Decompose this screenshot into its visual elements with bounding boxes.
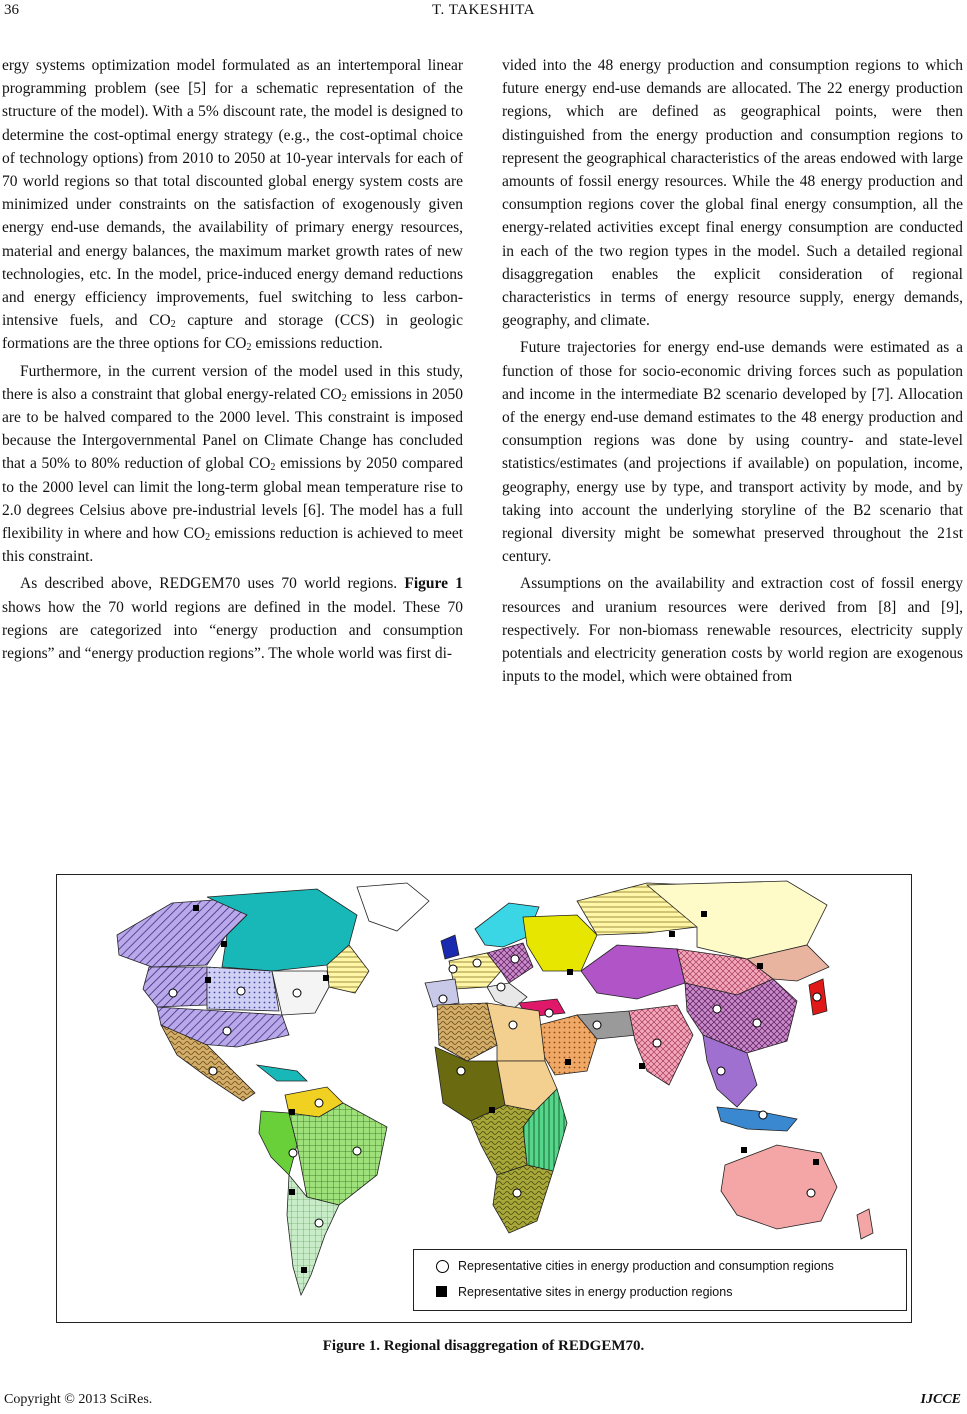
right-paragraph-2: Future trajectories for energy end-use demands were estimated as a function of those for socio-economic driving forces such as population and income in the intermediate B2 scenario developed by [7]. Allocation of the energy end-use demand estimates to the 48 energy production and consumption regions was done by using country- and state-level statistics/estimates (and projections if available) on population, income, geography, energy use by type, and transport activity by mode, and by taking into account the underlying storyline of the B2 scenario that regional diversity might be somewhat preserved throughout the 21st century.	[502, 339, 963, 566]
region-australia	[721, 1145, 837, 1229]
city-marker	[653, 1039, 661, 1047]
city-marker	[449, 965, 457, 973]
city-marker	[315, 1099, 323, 1107]
site-marker	[193, 905, 199, 911]
city-marker	[753, 1019, 761, 1027]
left-column	[2, 54, 463, 665]
right-column	[502, 54, 963, 688]
left-paragraph-3: As described above, REDGEM70 uses 70 world regions. Figure 1 shows how the 70 world regions are defined in the model. These 70 regions are categorized into “energy production and consumption regions” and “energy production regions”. The whole world was first di-	[2, 575, 463, 663]
site-marker	[301, 1267, 307, 1273]
city-marker	[223, 1027, 231, 1035]
city-marker	[289, 1149, 297, 1157]
legend-label-cities: Representative cities in energy production and consumption regions	[458, 1259, 834, 1273]
city-marker	[593, 1021, 601, 1029]
city-marker	[545, 1009, 553, 1017]
region-new-zealand	[857, 1209, 873, 1239]
city-marker	[169, 989, 177, 997]
city-marker	[509, 1021, 517, 1029]
region-brazil	[289, 1103, 387, 1205]
site-marker	[289, 1109, 295, 1115]
site-marker	[205, 977, 211, 983]
region-indonesia	[717, 1107, 797, 1131]
region-us-northwest	[143, 967, 207, 1007]
right-paragraph-3: Assumptions on the availability and extraction cost of fossil energy resources and uranium resources were derived from [8] and [9], respectively. For non-biomass renewable resources, electricity supply potentials and electricity generation costs by world region are exogenous inputs to the model, which were obtained from	[502, 575, 963, 686]
site-marker	[741, 1147, 747, 1153]
city-marker	[209, 1067, 217, 1075]
site-marker	[567, 969, 573, 975]
circle-icon	[436, 1260, 449, 1273]
city-marker	[717, 1067, 725, 1075]
site-marker	[639, 1063, 645, 1069]
region-russia-west	[523, 915, 597, 971]
map-legend	[413, 1249, 907, 1311]
journal-name: IJCCE	[920, 1392, 961, 1407]
site-marker	[669, 931, 675, 937]
site-marker	[813, 1159, 819, 1165]
region-uk	[441, 935, 459, 959]
region-kazakhstan	[581, 945, 685, 999]
site-marker	[323, 975, 329, 981]
region-southern-africa	[493, 1165, 553, 1233]
city-marker	[497, 983, 505, 991]
city-marker	[353, 1147, 361, 1155]
city-marker	[813, 993, 821, 1001]
square-icon	[436, 1286, 447, 1297]
city-marker	[473, 959, 481, 967]
figure-caption: Figure 1. Regional disaggregation of REDGEM70.	[322, 1338, 645, 1354]
right-paragraph-1: vided into the 48 energy production and consumption regions to which future energy end-use demands are allocated. The 22 energy production regions, which are defined as geographical points, were then distinguished from the energy production and consumption regions to represent the geographical characteristics of the areas endowed with large amounts of fossil energy resources. While the 48 energy production and consumption regions cover the global final energy consumption, all the energy-related activities except final energy consumption are conducted in each of the two region types in the model. Such a detailed regional disaggregation enables the explicit consideration of regional characteristics in terms of energy resource supply, energy demands, geography, and climate.	[502, 57, 963, 330]
region-caribbean	[257, 1065, 307, 1081]
figure-reference: Figure 1	[404, 575, 463, 593]
copyright-notice: Copyright © 2013 SciRes.	[4, 1392, 153, 1407]
site-marker	[701, 911, 707, 917]
city-marker	[713, 1005, 721, 1013]
running-title: T. TAKESHITA	[431, 2, 536, 18]
left-paragraph-1: ergy systems optimization model formulated as an intertemporal linear programming problem (see [5] for a schematic representation of the structure of the model). With a 5% discount rate, the model is designed to determine the cost-optimal energy strategy (e.g., the cost-optimal choice of technology options) from 2010 to 2050 at 10-year intervals for each of 70 world regions so that total discounted global energy system costs are minimized under constraints on the satisfaction of exogenously given energy end-use demands, the availability of primary energy resources, material and energy balances, the maximum market growth rates of new technologies, etc. In the model, price-induced energy demand reductions and energy efficiency improvements, fuel switching to less carbon-intensive fuels, and $CO_2$ capture and storage (CCS) in geologic formations are the three options for $CO_2$ emissions reduction.	[2, 57, 463, 354]
world-region-map-figure	[56, 874, 912, 1323]
city-marker	[457, 1067, 465, 1075]
city-marker	[439, 995, 447, 1003]
site-marker	[221, 941, 227, 947]
site-marker	[565, 1059, 571, 1065]
left-paragraph-2: Furthermore, in the current version of the model used in this study, there is also a constraint that global energy-related $CO_2$ emissions in 2050 are to be halved compared to the 2000 level. This constraint is imposed because the Intergovernmental Panel on Climate Change has concluded that a 50% to 80% reduction of global $CO_2$ emissions by 2050 compared to the 2000 level can limit the long-term global mean temperature rise to 2.0 degrees Celsius above pre-industrial levels [6]. The model has a full flexibility in where and how $CO_2$ emissions reduction is achieved to meet this constraint.	[2, 362, 464, 566]
site-marker	[757, 963, 763, 969]
legend-label-sites: Representative sites in energy production regions	[458, 1285, 733, 1299]
region-greenland	[357, 883, 429, 931]
city-marker	[315, 1219, 323, 1227]
site-marker	[489, 1107, 495, 1113]
city-marker	[237, 987, 245, 995]
city-marker	[293, 989, 301, 997]
city-marker	[513, 1189, 521, 1197]
page-number: 36	[4, 2, 19, 18]
city-marker	[511, 955, 519, 963]
city-marker	[759, 1111, 767, 1119]
city-marker	[807, 1189, 815, 1197]
region-north-africa-east	[487, 1003, 545, 1061]
site-marker	[289, 1189, 295, 1195]
